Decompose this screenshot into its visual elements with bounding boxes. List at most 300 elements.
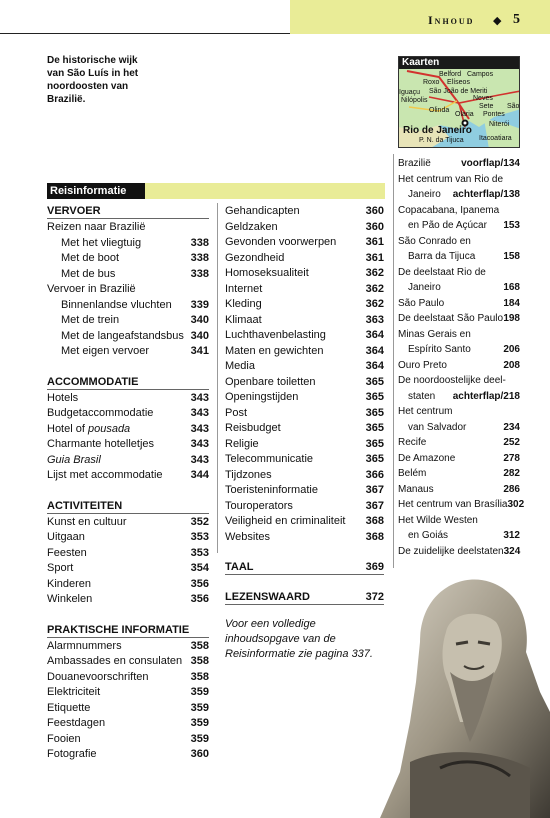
toc-entry-label [225,530,270,546]
toc-entry[interactable] [398,342,520,358]
toc-entry-page: 343 [190,422,209,435]
toc-entry-label [225,499,293,515]
toc-entry-page: 360 [365,220,384,233]
toc-entry-text: en Pão de Açúcar [408,220,487,231]
map-label: Sete [479,103,494,110]
toc-entry-page: 302 [507,499,525,510]
toc-entry-label [398,451,455,467]
toc-entry[interactable] [225,344,384,360]
toc-section-heading[interactable] [225,590,384,605]
column-divider [217,203,218,553]
toc-entry-page: 312 [503,530,520,541]
toc-entry-text: São Paulo [398,297,445,309]
toc-entry[interactable] [225,204,384,220]
toc-entry-text: van Salvador [408,421,467,433]
toc-entry-label [47,220,145,236]
toc-entry-page: 367 [365,499,384,512]
toc-entry-text: Kunst en cultuur [47,515,127,528]
toc-entry-text: Het Wilde Westen [398,514,478,526]
toc-entry[interactable] [225,390,384,406]
diamond-icon: ◆ [493,15,502,27]
toc-entry[interactable] [225,406,384,422]
toc-entry-label [61,344,149,360]
toc-entry-text: Kinderen [47,577,92,590]
toc-entry[interactable] [225,530,384,546]
toc-entry[interactable] [47,732,209,748]
toc-entry-label [61,313,119,329]
toc-entry[interactable] [398,296,520,312]
toc-entry-label [398,327,471,343]
toc-entry-page: 361 [365,251,384,264]
toc-entry-label [61,298,172,314]
toc-entry[interactable] [398,280,520,296]
toc-entry-label [408,280,441,296]
toc-entry-label [61,329,184,345]
toc-entry-page: 153 [503,220,520,231]
toc-entry[interactable] [398,544,520,560]
map-label: Neves [473,95,493,102]
toc-entry-label [47,716,105,732]
toc-entry[interactable] [398,327,520,343]
toc-entry[interactable] [225,437,384,453]
toc-entry-label [47,701,90,717]
toc-entry[interactable] [225,468,384,484]
toc-entry[interactable] [225,313,384,329]
toc-entry[interactable] [47,313,209,329]
toc-entry-label [47,515,127,531]
toc-entry-page: 324 [503,545,521,557]
toc-entry-text: De deelstaat Rio de [398,266,486,278]
map-label: Niterói [489,121,510,128]
toc-entry-label [47,639,122,655]
toc-entry-text: Met de langeafstandsbus [61,329,184,342]
toc-entry[interactable] [225,514,384,530]
header-rule [0,33,290,34]
toc-entry-page: 361 [365,236,384,248]
photo-caption: De historische wijk van São Luís in het noordoosten van Brazilië. [47,55,139,105]
toc-entry-page: 252 [503,437,520,448]
column-divider [393,154,394,568]
toc-entry-label [225,204,300,220]
toc-entry-label [225,251,284,267]
toc-entry-label [47,468,163,484]
toc-entry-label [398,265,486,281]
toc-entry[interactable] [47,422,209,438]
toc-entry[interactable] [398,451,520,467]
toc-entry[interactable] [398,234,520,250]
toc-entry-text: Hotel of [47,422,88,435]
toc-entry-page: 365 [365,375,384,388]
toc-entry[interactable] [398,203,520,219]
toc-entry[interactable] [47,251,209,267]
toc-entry-page: 365 [365,453,384,465]
toc-entry-text: Het centrum [398,406,453,417]
toc-entry-page: 343 [190,391,209,404]
toc-entry[interactable] [398,156,520,172]
toc-entry[interactable] [47,344,209,360]
toc-entry-text: Toeristeninformatie [225,484,318,496]
toc-entry-page: 363 [365,313,384,326]
toc-entry-page: 234 [503,421,520,433]
toc-entry[interactable] [47,639,209,655]
toc-entry-label [225,266,309,282]
toc-entry-page: 364 [365,360,384,372]
toc-entry-text: Manaus [398,483,434,495]
toc-entry-text: Gehandicapten [225,205,300,217]
toc-entry-label [225,328,326,344]
toc-entry-text: Openbare toiletten [225,375,316,388]
toc-entry-page: 343 [190,438,209,450]
toc-entry[interactable] [225,266,384,282]
toc-entry[interactable] [47,716,209,732]
toc-entry[interactable] [225,359,384,375]
toc-entry-page: voorflap/134 [461,158,520,169]
toc-entry-page: 352 [190,515,209,528]
toc-entry-page: 338 [190,267,209,280]
toc-entry-text: De noordoostelijke deel- [398,375,506,386]
toc-heading-label: LEZENSWAARD [225,591,310,603]
map-label: Olaria [455,111,474,118]
toc-entry-page: 338 [190,252,209,264]
toc-entry-text: Met de boot [61,252,120,264]
spacer [225,575,384,590]
toc-entry-page: 359 [190,717,209,729]
toc-entry-page: 358 [190,655,209,667]
toc-entry-text: Minas Gerais en [398,328,471,340]
toc-entry-label [225,344,323,360]
toc-entry-page: 344 [190,469,209,481]
toc-entry-label [398,482,434,498]
toc-entry[interactable] [398,420,520,436]
toc-entry-text: Belém [398,468,427,479]
toc-section-heading: PRAKTISCHE INFORMATIE [47,623,209,638]
toc-heading-label: TAAL [225,561,254,573]
toc-entry-label [61,236,141,252]
toc-entry-text: en Goiás [408,530,449,541]
toc-entry[interactable] [398,172,520,188]
toc-entry-text: Binnenlandse vluchten [61,298,172,311]
toc-entry-text: Budgetaccommodatie [47,407,154,419]
toc-entry[interactable] [398,187,520,203]
toc-entry-label [225,483,318,499]
toc-entry-page: achterflap/218 [452,390,520,402]
toc-entry[interactable] [225,235,384,251]
toc-entry-page: 340 [190,329,209,342]
toc-entry-text: Religie [225,437,259,450]
toc-entry-text: Sport [47,562,74,574]
toc-entry[interactable] [47,298,209,314]
toc-entry[interactable] [47,236,209,252]
toc-entry-label [225,235,336,251]
toc-entry[interactable] [47,654,209,670]
toc-entry[interactable] [47,391,209,407]
toc-section-heading: ACCOMMODATIE [47,375,209,390]
toc-entry-page: 338 [190,236,209,249]
toc-entry-page: 358 [190,670,209,683]
toc-entry-text: Feestdagen [47,717,106,729]
spacer [225,545,384,560]
toc-entry[interactable] [225,220,384,236]
toc-entry-label [225,452,313,468]
toc-entry-text: Maten en gewichten [225,344,324,357]
toc-entry-label [225,390,298,406]
toc-entry-text: Lijst met accommodatie [47,469,163,481]
toc-entry-label [408,389,435,405]
toc-entry[interactable] [47,546,209,562]
toc-entry-page: 365 [365,391,384,403]
spacer [47,484,209,499]
toc-entry-page: 354 [190,562,209,574]
toc-entry-page: 282 [503,468,520,479]
toc-entry-page: 158 [503,251,520,262]
toc-column-2 [225,204,384,662]
toc-entry-page: 341 [190,345,209,357]
toc-entry-page: 340 [190,314,209,326]
toc-entry[interactable] [47,406,209,422]
toc-entry[interactable] [398,358,520,374]
toc-entry-page: 364 [365,329,384,341]
toc-entry-page: 368 [365,530,384,543]
toc-entry-text: Klimaat [225,313,262,326]
toc-entry-page: 208 [503,359,520,371]
toc-column-1 [47,204,209,763]
toc-entry[interactable] [47,530,209,546]
toc-entry[interactable] [398,218,520,234]
toc-entry-text: Tijdzones [225,468,272,481]
toc-entry-label [47,670,149,686]
toc-entry[interactable] [225,328,384,344]
toc-entry-label [47,453,101,469]
map-label: Rio de Janeiro [403,125,472,136]
toc-entry-page: 365 [365,437,384,450]
toc-entry[interactable] [398,265,520,281]
toc-entry-page: 359 [190,732,209,745]
toc-entry-label [408,528,448,544]
toc-entry-page: 339 [190,298,209,311]
toc-entry-text: Media [225,360,255,372]
toc-entry-label [225,421,281,437]
toc-entry-page: achterflap/138 [452,189,520,200]
toc-entry-label [47,391,78,407]
toc-entry-label [398,497,508,513]
toc-entry-label [225,406,247,422]
toc-entry-label [398,296,444,312]
toc-entry-text: Barra da Tijuca [408,251,476,262]
toc-entry[interactable] [225,375,384,391]
toc-entry-page: 362 [365,298,384,310]
toc-entry-label [398,513,478,529]
toc-entry-page: 359 [190,686,209,698]
toc-entry[interactable] [47,577,209,593]
toc-entry[interactable] [47,267,209,283]
toc-entry-label [225,514,345,530]
toc-entry-text: De Amazone [398,452,456,464]
toc-entry-label [398,544,504,560]
toc-entry-text: Uitgaan [47,531,85,543]
toc-entry-text: Guia Brasil [47,453,101,466]
toc-entry-page: 356 [190,577,209,590]
map-label: Olinda [429,107,450,114]
spacer [47,360,209,375]
toc-entry-page: 343 [190,453,209,466]
toc-entry-page: 343 [190,407,209,419]
toc-entry-label [398,435,426,451]
toc-entry-text: Veiligheid en criminaliteit [225,515,346,527]
spacer [47,608,209,623]
map-label: Itacoatiara [479,135,512,142]
toc-entry[interactable] [398,435,520,451]
toc-entry-text: Hotels [47,391,79,404]
toc-entry[interactable] [225,251,384,267]
toc-entry-text: Winkelen [47,593,93,605]
toc-entry-page: 364 [365,344,384,357]
toc-entry[interactable] [398,513,520,529]
maps-list [398,156,525,559]
toc-entry[interactable] [398,466,520,482]
toc-entry-text: staten [408,390,436,402]
toc-entry-text: Met de trein [61,314,120,326]
toc-entry-text: Telecommunicatie [225,453,314,465]
toc-entry-page: 366 [365,468,384,481]
toc-section-heading[interactable] [225,560,384,575]
toc-entry-label [225,313,262,329]
toc-entry-page: 278 [503,452,520,464]
toc-entry-page: 362 [365,267,384,279]
toc-entry[interactable] [47,453,209,469]
toc-entry-text: Charmante hotelletjes [47,438,155,450]
toc-entry-text: Reisbudget [225,422,281,434]
map-label: Iguaçu [399,89,421,96]
toc-entry[interactable] [47,747,209,763]
toc-entry[interactable] [47,685,209,701]
toc-entry-label [398,358,447,374]
toc-entry-text: Websites [225,530,271,543]
toc-entry-page: 168 [503,282,520,293]
toc-entry[interactable] [47,561,209,577]
map-label: São [507,103,520,110]
toc-entry-page: 360 [190,748,209,760]
toc-entry-text: Vervoer in Brazilië [47,283,136,295]
toc-entry-label [398,373,506,389]
toc-entry[interactable] [398,311,520,327]
toc-entry-text: Janeiro [408,189,441,200]
map-label: P. N. da Tijuca [419,137,464,144]
toc-entry[interactable] [225,282,384,298]
toc-entry[interactable] [398,389,520,405]
toc-entry-label [225,468,272,484]
toc-entry-label [398,172,503,188]
toc-entry[interactable] [47,592,209,608]
toc-entry[interactable] [398,249,520,265]
toc-entry-page: 356 [190,593,209,605]
toc-entry-text: Luchthavenbelasting [225,329,326,341]
map-label: Pontes [483,111,505,118]
toc-entry-label [398,404,452,420]
map-label: Belford [439,71,462,78]
statue-illustration [380,572,550,818]
toc-entry-text: Post [225,406,248,419]
toc-entry[interactable] [47,329,209,345]
toc-entry-label [398,234,471,250]
toc-entry[interactable] [225,499,384,515]
toc-entry-label [225,437,259,453]
toc-entry-label [408,187,441,203]
toc-entry-text: Elektriciteit [47,686,101,698]
toc-entry-label [47,437,154,453]
toc-entry-page: 365 [365,406,384,419]
toc-note: Voor een volledige inhoudsopgave van de Reisinformatie zie pagina 337. [225,618,373,660]
toc-entry-page: 362 [365,282,384,295]
toc-entry-label [47,546,87,562]
header-title: Inhoud [428,13,475,27]
toc-entry-page: 367 [365,484,384,496]
toc-entry-text: Etiquette [47,701,91,714]
toc-entry[interactable] [225,421,384,437]
toc-entry[interactable] [398,528,520,544]
toc-entry[interactable] [398,497,525,513]
page-number: 5 [513,12,520,27]
toc-heading-page: 372 [365,591,384,603]
toc-entry-text: Copacabana, Ipanema [398,204,500,216]
toc-entry-text: Met het vliegtuig [61,236,142,249]
toc-entry-text: Internet [225,282,263,295]
toc-entry[interactable] [398,482,520,498]
toc-entry-page: 359 [190,701,209,714]
toc-entry-label [47,654,182,670]
toc-entry-text: São Conrado en [398,235,471,247]
toc-entry[interactable] [225,483,384,499]
toc-entry[interactable] [47,220,209,236]
toc-entry-text: Ouro Preto [398,359,447,371]
toc-entry-label [408,420,466,436]
toc-entry-label [47,592,92,608]
toc-entry-label [47,577,91,593]
toc-entry[interactable] [47,701,209,717]
toc-entry[interactable] [398,404,520,420]
toc-entry-label [61,251,119,267]
toc-entry-text: Feesten [47,546,87,559]
toc-entry-page: 353 [190,531,209,543]
toc-entry-label [47,282,136,298]
toc-entry-page: 368 [365,515,384,527]
toc-entry-text: Fotografie [47,748,97,760]
toc-entry[interactable] [225,452,384,468]
toc-entry-page: 353 [190,546,209,559]
toc-entry-text: Openingstijden [225,391,299,403]
toc-entry[interactable] [47,282,209,298]
toc-entry-page: 358 [190,639,209,652]
toc-entry-label [225,375,316,391]
section-label: Reisinformatie [47,183,145,199]
toc-entry-page: 206 [503,344,520,355]
toc-entry[interactable] [47,515,209,531]
toc-entry-label [398,466,426,482]
map-label: São João de Meriti [429,88,488,95]
toc-entry-label [398,311,503,327]
toc-entry-text: Ambassades en consulaten [47,655,183,667]
toc-entry[interactable] [47,468,209,484]
toc-entry-text: Gezondheid [225,251,285,264]
toc-entry[interactable] [47,670,209,686]
toc-entry[interactable] [225,297,384,313]
toc-entry-text-italic: pousada [87,422,131,435]
toc-entry[interactable] [398,373,520,389]
toc-entry[interactable] [47,437,209,453]
toc-entry-text: Recife [398,437,427,448]
toc-entry-label [398,156,431,172]
toc-entry-text: De zuidelijke deelstaten [398,545,504,557]
toc-entry-label [61,267,115,283]
